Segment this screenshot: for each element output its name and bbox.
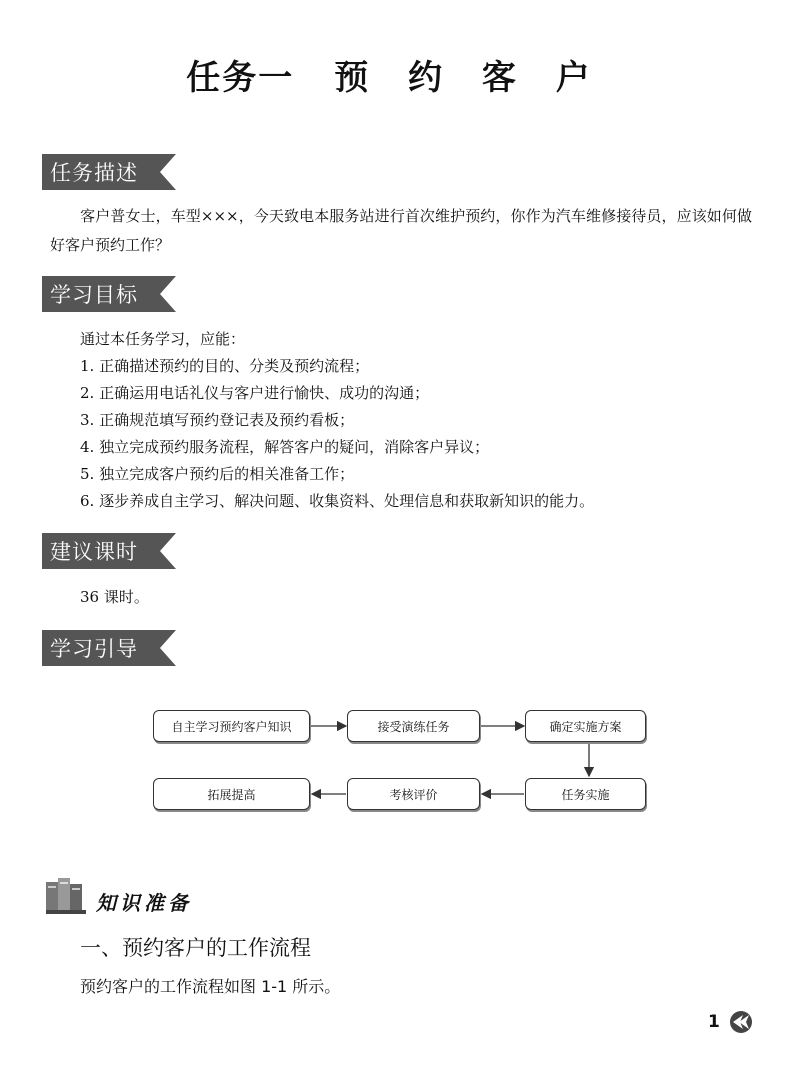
knowledge-label: 知识准备	[96, 891, 192, 915]
flow-step-accept-task: 接受演练任务	[347, 710, 480, 742]
hours-text: 36 课时。	[80, 588, 149, 606]
section-tag-label: 学习目标	[50, 283, 138, 307]
goal-item: 3. 正确规范填写预约登记表及预约看板；	[80, 411, 355, 429]
flow-step-implement: 任务实施	[525, 778, 646, 810]
section-heading: 一、预约客户的工作流程	[80, 936, 311, 960]
task-description-text: 客户普女士，车型×××，今天致电本服务站进行首次维护预约，你作为汽车维修接待员，应该如何做好客户预约工作？	[50, 207, 752, 254]
flow-step-self-study: 自主学习预约客户知识	[153, 710, 310, 742]
flow-step-plan: 确定实施方案	[525, 710, 646, 742]
flow-step-extend: 拓展提高	[153, 778, 310, 810]
page-number: 1	[708, 1012, 720, 1032]
goal-item: 6. 逐步养成自主学习、解决问题、收集资料、处理信息和获取新知识的能力。	[80, 492, 595, 510]
title-part2: 预 约 客 户	[334, 58, 604, 98]
books-icon	[44, 872, 90, 916]
section-tag-label: 建议课时	[50, 540, 138, 564]
title-part1: 任务一	[186, 58, 295, 98]
section-paragraph: 预约客户的工作流程如图 1-1 所示。	[80, 977, 341, 996]
section-tag-label: 任务描述	[50, 161, 138, 185]
goal-item: 2. 正确运用电话礼仪与客户进行愉快、成功的沟通；	[80, 384, 430, 402]
goals-intro: 通过本任务学习，应能：	[80, 330, 246, 348]
goal-item: 5. 独立完成客户预约后的相关准备工作；	[80, 465, 355, 483]
flow-step-evaluate: 考核评价	[347, 778, 480, 810]
goal-item: 4. 独立完成预约服务流程，解答客户的疑问，消除客户异议；	[80, 438, 490, 456]
goal-item: 1. 正确描述预约的目的、分类及预约流程；	[80, 357, 370, 375]
page-arrow-icon	[728, 1010, 754, 1034]
section-tag-label: 学习引导	[50, 637, 138, 661]
